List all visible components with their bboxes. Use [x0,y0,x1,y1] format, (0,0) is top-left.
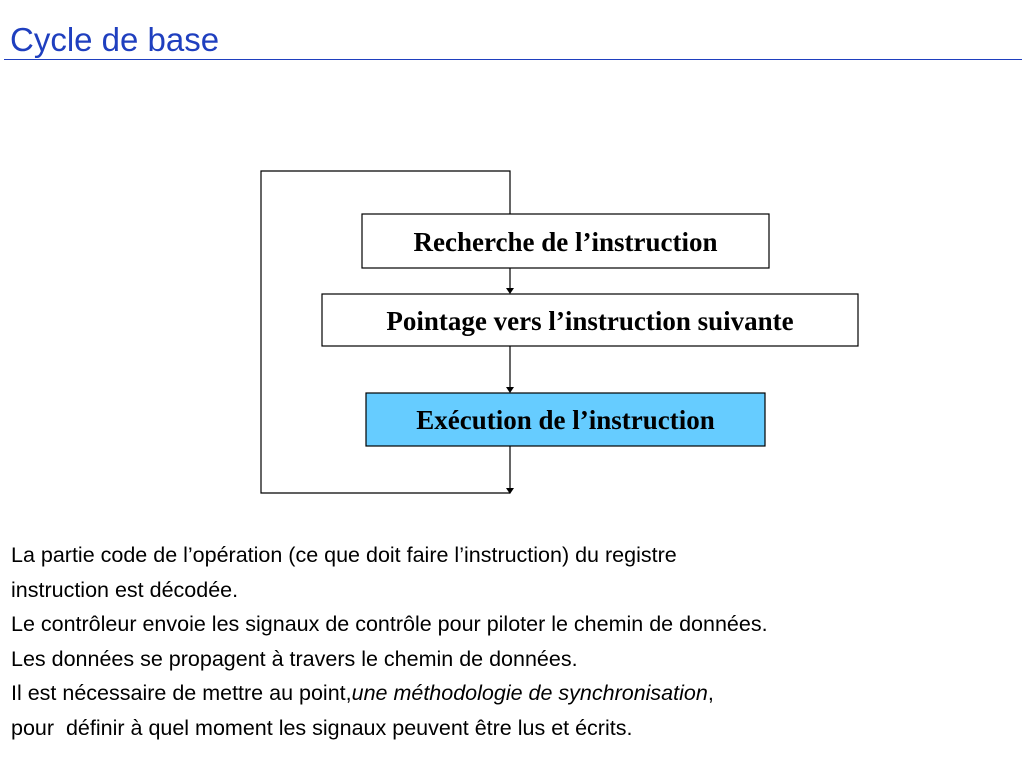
box-execute-label: Exécution de l’instruction [416,405,715,435]
box-execute [366,393,765,446]
page-title: Cycle de base [10,21,220,58]
explanation-paragraph [11,538,1021,745]
paragraph-line-4: Les données se propagent à travers le chemin de données. [11,646,578,671]
box-pointer-label: Pointage vers l’instruction suivante [386,306,794,336]
paragraph-line-1: La partie code de l’opération (ce que doit faire l’instruction) du registre [11,543,677,567]
paragraph-line-2: instruction est décodée. [11,577,239,602]
paragraph-line-3: Le contrôleur envoie les signaux de contrôle pour piloter le chemin de données. [11,612,768,636]
box-fetch-label: Recherche de l’instruction [413,227,718,257]
paragraph-line-5-italic: une méthodologie de synchronisation [351,681,708,705]
box-fetch [362,214,769,268]
paragraph-line-5-end: , [707,681,714,705]
paragraph-line-5-start: Il est nécessaire de mettre au point, [11,681,352,705]
box-pointer [322,294,858,346]
arrowhead-pointer-to-execute [506,387,514,393]
paragraph-line-5 [11,676,1021,711]
arrowhead-fetch-to-pointer [506,288,514,294]
paragraph-line-6: pour définir à quel moment les signaux peuvent être lus et écrits. [11,715,633,740]
